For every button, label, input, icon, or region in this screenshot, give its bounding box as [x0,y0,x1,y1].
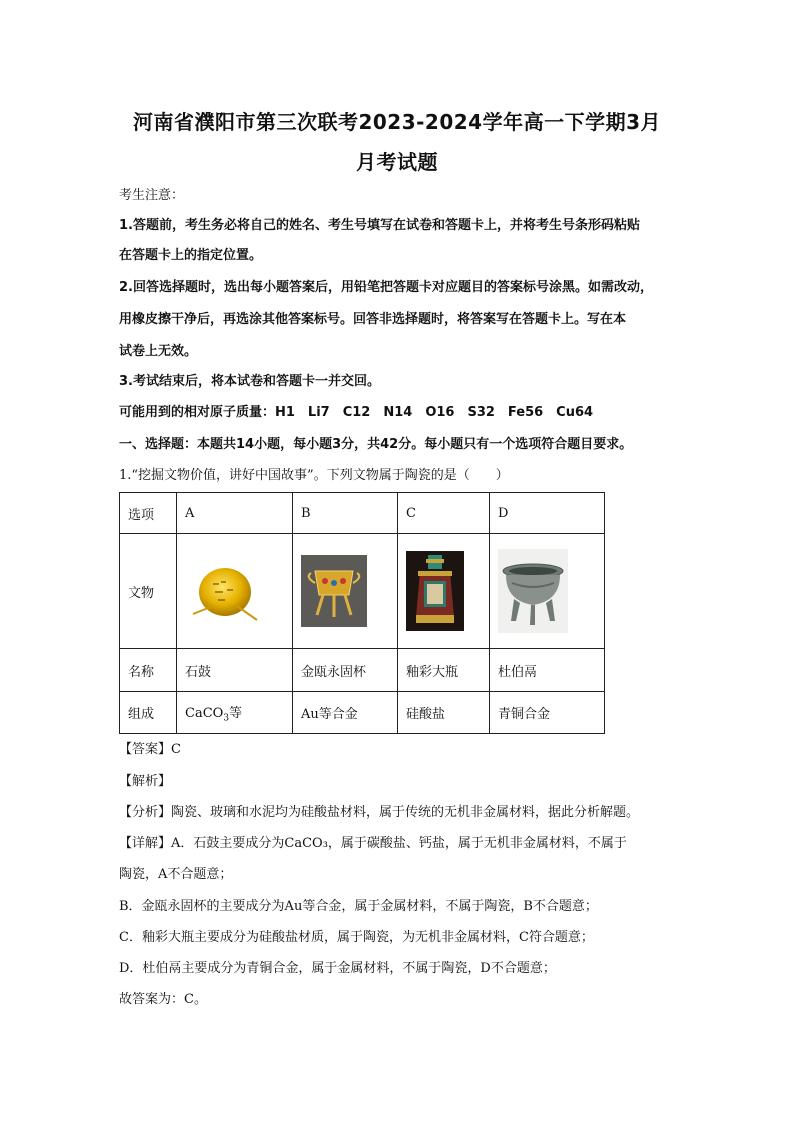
formula-tail: 等 [229,705,243,721]
notice-item: 在答题卡上的指定位置。 [119,248,263,263]
atomic-mass-line: 可能用到的相对原子质量：H1 Li7 C12 N14 O16 S32 Fe56 Cu64 [119,405,594,420]
notice-item: 试卷上无效。 [119,344,198,359]
table-cell: 组成 [120,692,177,734]
notice-item: 2.回答选择题时，选出每小题答案后，用铅笔把答题卡对应题目的答案标号涂黑。如需改动， [119,280,653,295]
table-cell: 青铜合金 [490,692,605,734]
exam-title-line1: 河南省濮阳市第三次联考2023-2024学年高一下学期3月 [132,110,662,134]
exam-title-line2: 月考试题 [356,150,438,174]
notice-item: 1.答题前，考生务必将自己的姓名、考生号填写在试卷和答题卡上，并将考生号条形码粘贴 [119,218,640,233]
table-cell: 釉彩大瓶 [398,649,490,692]
analysis-line: 故答案为：C。 [119,992,207,1007]
question-stem: 1.“挖掘文物价值，讲好中国故事”。下列文物属于陶瓷的是（ ） [119,468,509,483]
relic-image-cell [293,534,398,649]
table-cell: 硅酸盐 [398,692,490,734]
table-cell: C [398,493,490,534]
glazed-vase-image [406,551,464,631]
table-cell: 选项 [120,493,177,534]
table-cell: 杜伯鬲 [490,649,605,692]
table-row [120,493,605,534]
notice-heading: 考生注意： [119,188,185,203]
analysis-line: 【分析】陶瓷、玻璃和水泥均为硅酸盐材料，属于传统的无机非金属材料，据此分析解题。 [119,805,640,820]
formula-subscript: 3 [223,713,230,724]
analysis-heading: 【解析】 [119,774,172,789]
table-cell: Au等合金 [293,692,398,734]
stone-drum-image [185,556,275,626]
analysis-line: 【详解】A．石鼓主要成分为CaCO₃，属于碳酸盐、钙盐，属于无机非金属材料，不属于 [119,836,627,851]
notice-item: 用橡皮擦干净后，再选涂其他答案标号。回答非选择题时，将答案写在答题卡上。写在本 [119,312,627,327]
relic-image-cell [490,534,605,649]
formula-main: CaCO [185,705,224,721]
table-cell: B [293,493,398,534]
table-cell [177,692,293,734]
table-cell: 金瓯永固杯 [293,649,398,692]
section-heading: 一、选择题：本题共14小题，每小题3分，共42分。每小题只有一个选项符合题目要求。 [119,437,633,452]
table-row [120,649,605,692]
relics-table [119,492,605,734]
golden-cup-image [301,555,367,627]
analysis-line: D．杜伯鬲主要成分为青铜合金，属于金属材料，不属于陶瓷，D不合题意； [119,961,556,976]
table-cell: 石鼓 [177,649,293,692]
analysis-line: C．釉彩大瓶主要成分为硅酸盐材质，属于陶瓷，为无机非金属材料，C符合题意； [119,930,594,945]
table-row [120,692,605,734]
table-row [120,534,605,649]
answer-line: 【答案】C [119,742,181,757]
bronze-li-image [498,549,568,633]
table-cell: A [177,493,293,534]
table-cell: 名称 [120,649,177,692]
notice-item: 3.考试结束后，将本试卷和答题卡一并交回。 [119,374,380,389]
relic-image-cell [398,534,490,649]
table-cell: D [490,493,605,534]
analysis-line: B．金瓯永固杯的主要成分为Au等合金，属于金属材料，不属于陶瓷，B不合题意； [119,899,598,914]
analysis-line: 陶瓷，A不合题意； [119,867,233,882]
table-cell: 文物 [120,534,177,649]
relic-image-cell [177,534,293,649]
